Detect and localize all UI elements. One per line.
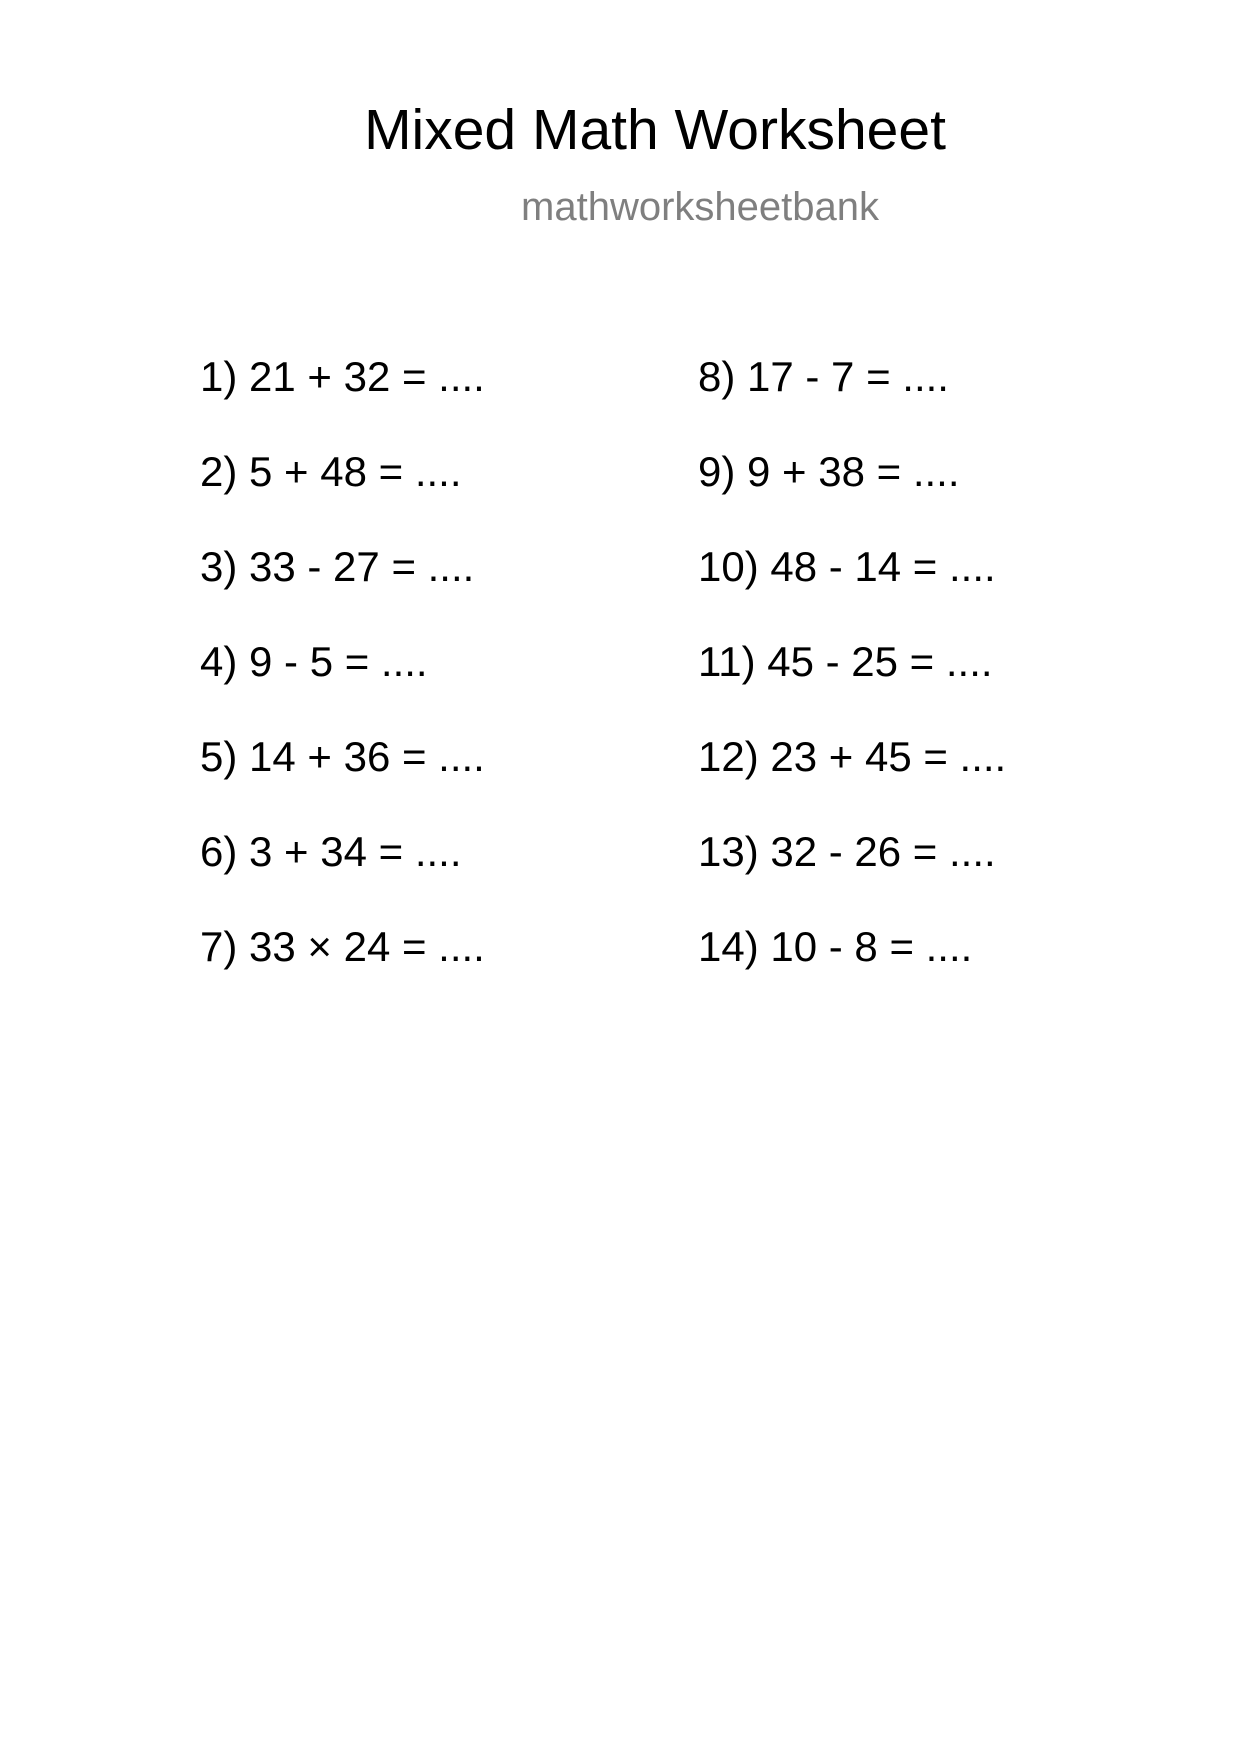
problem-item: 11) 45 - 25 = .... (698, 638, 993, 685)
problem-item: 14) 10 - 8 = .... (698, 923, 973, 970)
problem-item: 4) 9 - 5 = .... (200, 638, 428, 685)
page-title: Mixed Math Worksheet (364, 98, 946, 162)
problem-item: 8) 17 - 7 = .... (698, 353, 949, 400)
problem-item: 10) 48 - 14 = .... (698, 543, 996, 590)
page-subtitle: mathworksheetbank (521, 185, 879, 229)
problem-item: 13) 32 - 26 = .... (698, 828, 996, 875)
problem-item: 7) 33 × 24 = .... (200, 923, 485, 970)
problem-item: 2) 5 + 48 = .... (200, 448, 462, 495)
problem-item: 12) 23 + 45 = .... (698, 733, 1007, 780)
problem-item: 3) 33 - 27 = .... (200, 543, 475, 590)
problem-item: 6) 3 + 34 = .... (200, 828, 462, 875)
problem-column-left (200, 352, 485, 1017)
problem-column-right (698, 352, 1006, 1017)
problem-item: 5) 14 + 36 = .... (200, 733, 485, 780)
problem-item: 1) 21 + 32 = .... (200, 353, 485, 400)
problem-item: 9) 9 + 38 = .... (698, 448, 960, 495)
